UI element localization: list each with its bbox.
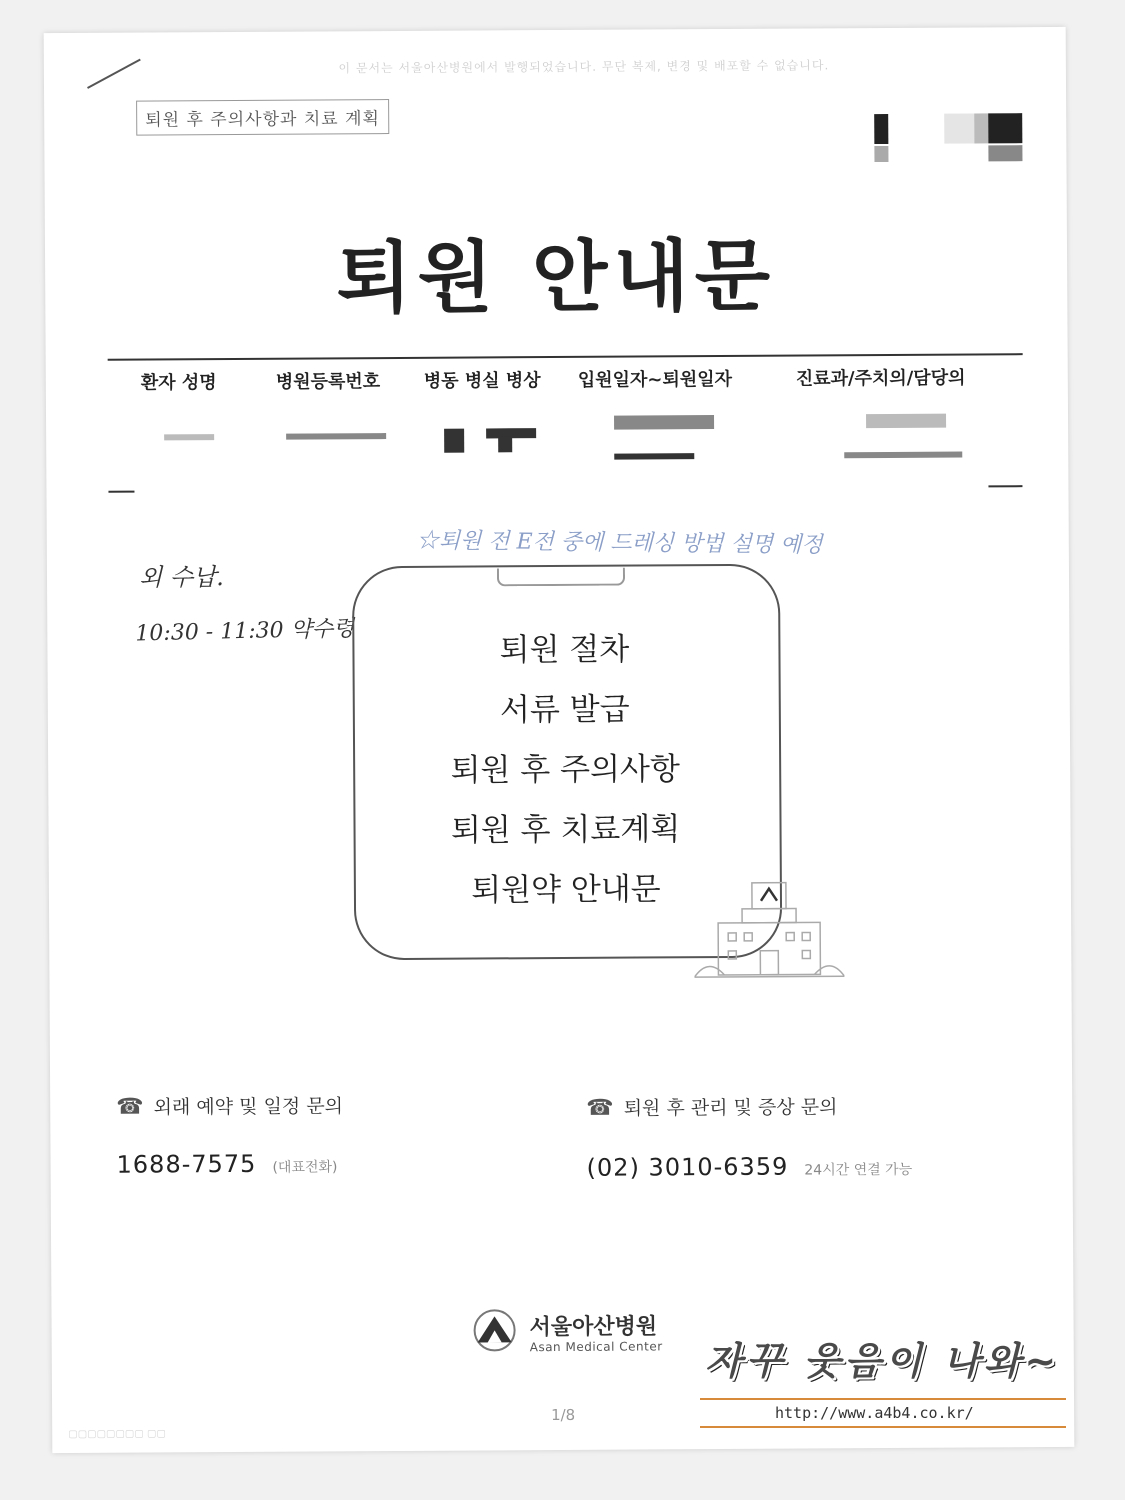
redacted-value [614, 415, 714, 430]
rule-right [988, 485, 1022, 487]
redacted-value [286, 433, 386, 440]
discharge-document [44, 27, 1075, 1453]
redacted-value [614, 453, 694, 459]
handwritten-note-blue: ☆퇴원 전 E전 중에 드레싱 방법 설명 예정 [416, 528, 823, 558]
corner-code: ▢▢▢▢▢▢▢▢ ▢▢ [68, 1428, 166, 1441]
handwritten-note-payment: 외 수납. [138, 563, 224, 592]
contents-list [352, 619, 778, 922]
page-number: 1/8 [550, 1405, 576, 1425]
redacted-value [444, 429, 464, 453]
watermark-rule-bottom [700, 1426, 1066, 1428]
watermark-rule-top [700, 1398, 1066, 1400]
section-label: 퇴원 후 주의사항과 치료 계획 [136, 99, 389, 136]
contents-item: 퇴원 후 치료계획 [450, 811, 681, 849]
redacted-value [498, 436, 512, 452]
phone-icon: ☎ [586, 1095, 614, 1121]
logo-korean-name: 서울아산병원 [529, 1314, 658, 1341]
rule-left [108, 491, 134, 493]
handwritten-note-medication: 10:30 - 11:30 약수령 [135, 616, 355, 647]
redacted-value [844, 452, 962, 459]
phone-note: 24시간 연결 가능 [804, 1161, 913, 1179]
pen-mark [87, 59, 141, 89]
watermark-url[interactable]: http://www.a4b4.co.kr/ [775, 1404, 974, 1422]
header-ward-room-bed: 병동 병실 병상 [423, 370, 541, 392]
contents-frame-tab [497, 568, 625, 587]
header-rule [108, 353, 1023, 361]
logo-english-name: Asan Medical Center [529, 1339, 663, 1355]
outpatient-contact-title: ☎ 외래 예약 및 일정 문의 [116, 1094, 344, 1120]
watermark-text: 자꾸 웃음이 나와~ [705, 1339, 1061, 1383]
hospital-building-icon [694, 876, 845, 987]
contents-item: 퇴원 후 주의사항 [450, 751, 680, 789]
redacted-value [866, 414, 946, 428]
header-patient-name: 환자 성명 [140, 372, 217, 394]
contents-item: 서류 발급 [499, 691, 630, 729]
contents-item: 퇴원 절차 [499, 631, 630, 669]
contents-item: 퇴원약 안내문 [471, 871, 661, 909]
page-title: 퇴원 안내문 [335, 231, 777, 325]
header-admission-discharge-dates: 입원일자~퇴원일자 [577, 368, 733, 391]
header-department-physician: 진료과/주치의/담당의 [795, 367, 966, 390]
redacted-barcode [874, 113, 1034, 164]
aftercare-phone-number[interactable]: (02) 3010-6359 24시간 연결 가능 [586, 1152, 913, 1182]
phone-note: (대표전화) [272, 1159, 338, 1176]
outpatient-phone-number[interactable]: 1688-7575 (대표전화) [116, 1149, 338, 1179]
faint-header-text: 이 문서는 서울아산병원에서 발행되었습니다. 무단 복제, 변경 및 배포할 수 없습니다. [338, 58, 830, 76]
header-registration-number: 병원등록번호 [275, 371, 381, 393]
asan-logo-icon [469, 1306, 519, 1352]
phone-icon: ☎ [116, 1094, 144, 1120]
redacted-value [164, 434, 214, 440]
aftercare-contact-title: ☎ 퇴원 후 관리 및 증상 문의 [586, 1095, 838, 1121]
